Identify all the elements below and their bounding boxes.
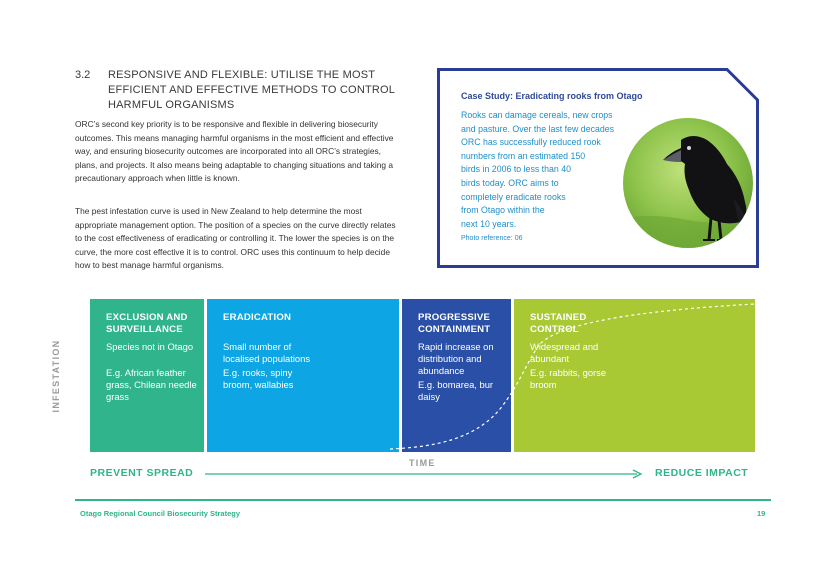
rook-bird-icon xyxy=(623,118,753,248)
infestation-curve-line xyxy=(90,299,755,452)
infestation-curve xyxy=(90,299,755,452)
case-study-line: next 10 years. xyxy=(461,218,517,229)
case-study-line: from Otago within the xyxy=(461,205,545,216)
rook-photo xyxy=(623,118,753,248)
case-study-box xyxy=(437,68,759,268)
stage-title: PROGRESSIVE CONTAINMENT xyxy=(418,312,491,335)
stage-title: SUSTAINED CONTROL xyxy=(530,312,587,335)
case-study-line: numbers from an estimated 150 xyxy=(461,150,586,161)
footer-title: Otago Regional Council Biosecurity Strategy xyxy=(80,509,241,518)
case-study-line: birds today. ORC aims to xyxy=(461,177,559,188)
footer-divider xyxy=(75,499,771,501)
stage-title: ERADICATION xyxy=(223,312,292,323)
stage-example: E.g. African feather grass, Chilean needle grass xyxy=(106,367,197,402)
page-number: 19 xyxy=(757,509,766,518)
case-study-line: and pasture. Over the last few decades xyxy=(461,123,615,134)
stage-description: Rapid increase on distribution and abundance xyxy=(418,341,494,376)
prevent-spread-label: PREVENT SPREAD xyxy=(90,467,194,479)
reduce-impact-label: REDUCE IMPACT xyxy=(655,467,749,479)
stage-example: E.g. rooks, spiny broom, wallabies xyxy=(223,367,294,390)
case-study-line: ORC has successfully reduced rook xyxy=(461,137,601,148)
body-paragraph-priority: ORC’s second key priority is to be responsive and flexible in delivering biosecurity outcomes. This means managing harmful organisms in the most efficient and effective way, and ensuring biosecurity outcomes are incorporated into all ORC’s strategies, plans, and projects. It also means being adaptable to changing situations and taking a precautionary approach when little is known. xyxy=(75,119,394,184)
y-axis-label: INFESTATION xyxy=(51,339,61,413)
case-study-title: Case Study: Eradicating rooks from Otago xyxy=(461,91,643,101)
stage-example: E.g. bomarea, bur daisy xyxy=(418,379,494,402)
stage-description: Species not in Otago xyxy=(106,341,194,352)
stage-example: E.g. rabbits, gorse broom xyxy=(530,367,607,390)
stage-description: Small number of localised populations xyxy=(223,341,311,364)
stage-title: EXCLUSION AND SURVEILLANCE xyxy=(106,312,188,335)
arrow-right-icon xyxy=(205,467,645,481)
case-study-text xyxy=(461,109,641,231)
x-axis-label: TIME xyxy=(409,458,436,468)
case-study-line: completely eradicate rooks xyxy=(461,191,566,202)
stage-description: Widespread and abundant xyxy=(530,341,599,364)
case-study-line: Rooks can damage cereals, new crops xyxy=(461,110,613,120)
photo-reference: Photo reference: 06 xyxy=(461,235,523,242)
section-title: RESPONSIVE AND FLEXIBLE: UTILISE THE MOST EFFICIENT AND EFFECTIVE METHODS TO CONTROL HARMFUL ORGANISMS xyxy=(108,69,395,111)
body-paragraph-curve: The pest infestation curve is used in New Zealand to help determine the most appropriate management option. The position of a species on the curve directly relates to the cost effectiveness of eradicating or controlling it. The lower the species is on the curve, the more cost effective it is to control. ORC uses this continuum to help decide how to best manage harmful organisms. xyxy=(75,206,396,271)
section-number: 3.2 xyxy=(75,69,91,81)
case-study-line: birds in 2006 to less than 40 xyxy=(461,164,572,175)
